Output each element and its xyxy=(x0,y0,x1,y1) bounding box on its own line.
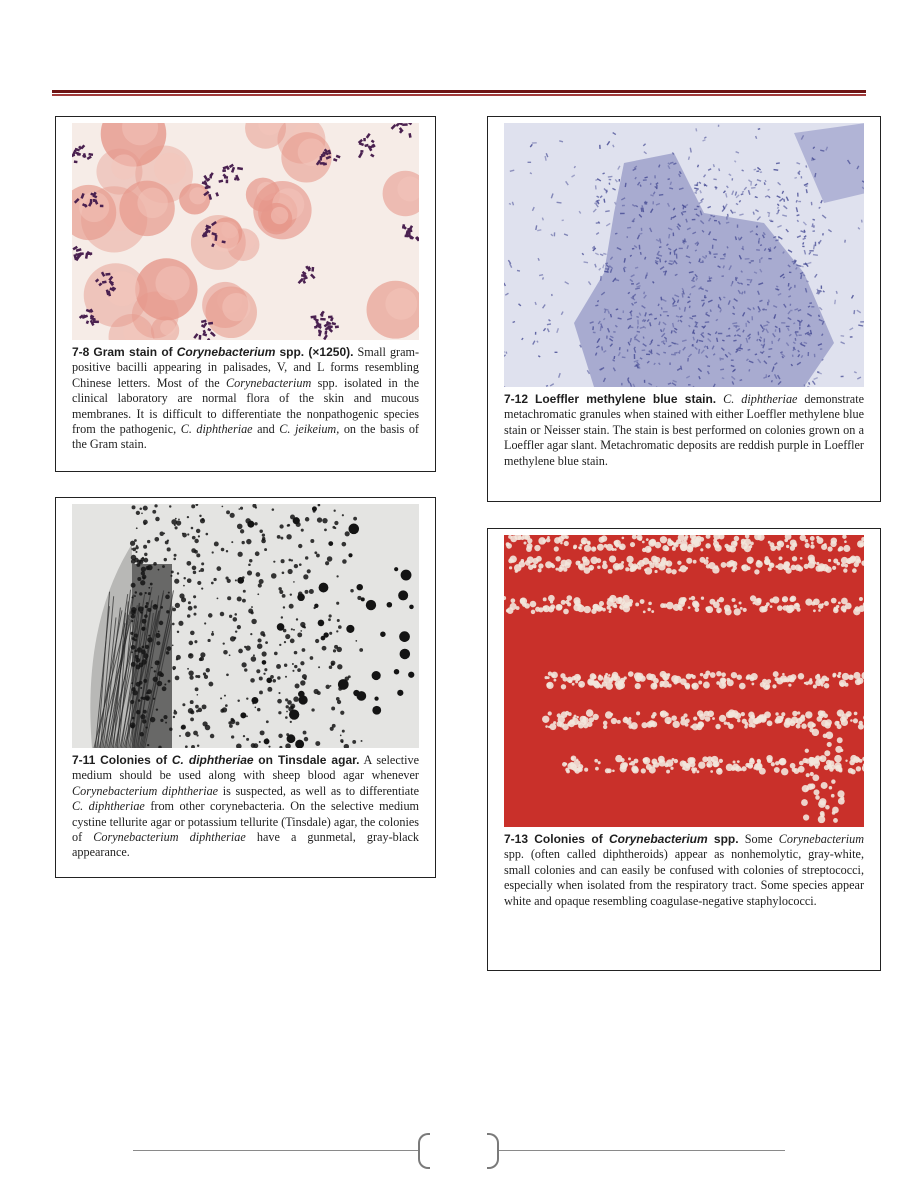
caption-7-13 xyxy=(504,832,864,909)
figure-loeffler-stain xyxy=(487,116,881,502)
figure-number: 7-8 xyxy=(72,345,90,359)
caption-text: Some xyxy=(744,832,773,846)
caption-italic: C. diphtheriae xyxy=(72,799,145,814)
caption-italic: Corynebacterium diphtheriae xyxy=(93,830,246,845)
figure-number: 7-12 xyxy=(504,392,529,406)
page-number-bracket-left xyxy=(418,1133,430,1169)
figure-title-italic: Corynebacterium xyxy=(176,345,276,359)
figure-title-italic: Corynebacterium xyxy=(608,832,708,846)
figure-number: 7-11 xyxy=(72,753,96,767)
caption-italic: Corynebacterium diphtheriae xyxy=(72,783,219,798)
tinsdale-plate-photo xyxy=(72,504,419,748)
caption-text: A selective medium should be used along with sheep blood agar whenever xyxy=(72,753,420,783)
figure-number: 7-13 xyxy=(504,832,529,846)
caption-7-11 xyxy=(72,753,419,861)
caption-text: spp. isolated in the clinical laboratory are normal flora of the skin and mucous membranes. It is difficult to differentiate the nonpathogenic species from the pathogenic, xyxy=(72,375,419,437)
figure-title: Gram stain of xyxy=(93,345,173,359)
caption-7-8 xyxy=(72,345,419,453)
figure-tinsdale-agar xyxy=(55,497,436,878)
figure-title-end: spp. (×1250). xyxy=(279,345,354,359)
figure-title-italic: C. diphtheriae xyxy=(171,753,254,767)
blood-agar-photo xyxy=(504,535,864,827)
footer-line-right xyxy=(497,1150,785,1151)
header-rule xyxy=(52,90,866,96)
figure-corynebacterium-colonies xyxy=(487,528,881,971)
loeffler-micrograph xyxy=(504,123,864,387)
caption-italic: Corynebacterium xyxy=(778,832,865,846)
footer-line-left xyxy=(133,1150,418,1151)
caption-text: from other corynebacteria. On the selective medium cystine tellurite agar or potassium tellurite (Tinsdale) agar, the colonies of xyxy=(72,799,420,845)
figure-title-end: spp. xyxy=(713,832,739,846)
caption-italic: C. diphtheriae xyxy=(723,392,798,406)
caption-text: have a gunmetal, gray-black appearance. xyxy=(72,830,420,860)
caption-text: spp. (often called diphtheroids) appear as nonhemolytic, gray-white, small colonies and can easily be confused with colonies of streptococci, especially when isolated from the respiratory tract. Some species appear white and opaque resembling coagulase-negative staphylococci. xyxy=(504,847,864,908)
caption-text: Small gram-positive bacilli appearing in palisades, V, and L forms resembling Chinese letters. Most of the xyxy=(72,345,420,390)
figure-title: Colonies of xyxy=(100,753,168,767)
caption-italic: Corynebacterium xyxy=(226,375,312,390)
page-number-bracket-right xyxy=(487,1133,499,1169)
caption-text: is suspected, as well as to differentiate xyxy=(222,783,419,798)
caption-text: and xyxy=(257,422,275,437)
figure-gram-stain xyxy=(55,116,436,472)
caption-7-12 xyxy=(504,392,864,469)
caption-text: demonstrate metachromatic granules when stained with either Loeffler methylene blue stain or Neisser stain. The stain is best performed on colonies grown on a Loeffler agar slant. Metachromatic deposits are reddish purple in Loeffler methylene blue stain. xyxy=(504,392,864,468)
caption-italic: C. diphtheriae xyxy=(180,422,253,437)
figure-title-end: on Tinsdale agar. xyxy=(258,753,360,767)
caption-italic: C. jeikeium, xyxy=(279,422,340,437)
caption-text: on the basis of the Gram stain. xyxy=(72,422,419,452)
figure-title: Loeffler methylene blue stain. xyxy=(535,392,717,406)
gram-stain-micrograph xyxy=(72,123,419,340)
figure-title: Colonies of xyxy=(534,832,603,846)
